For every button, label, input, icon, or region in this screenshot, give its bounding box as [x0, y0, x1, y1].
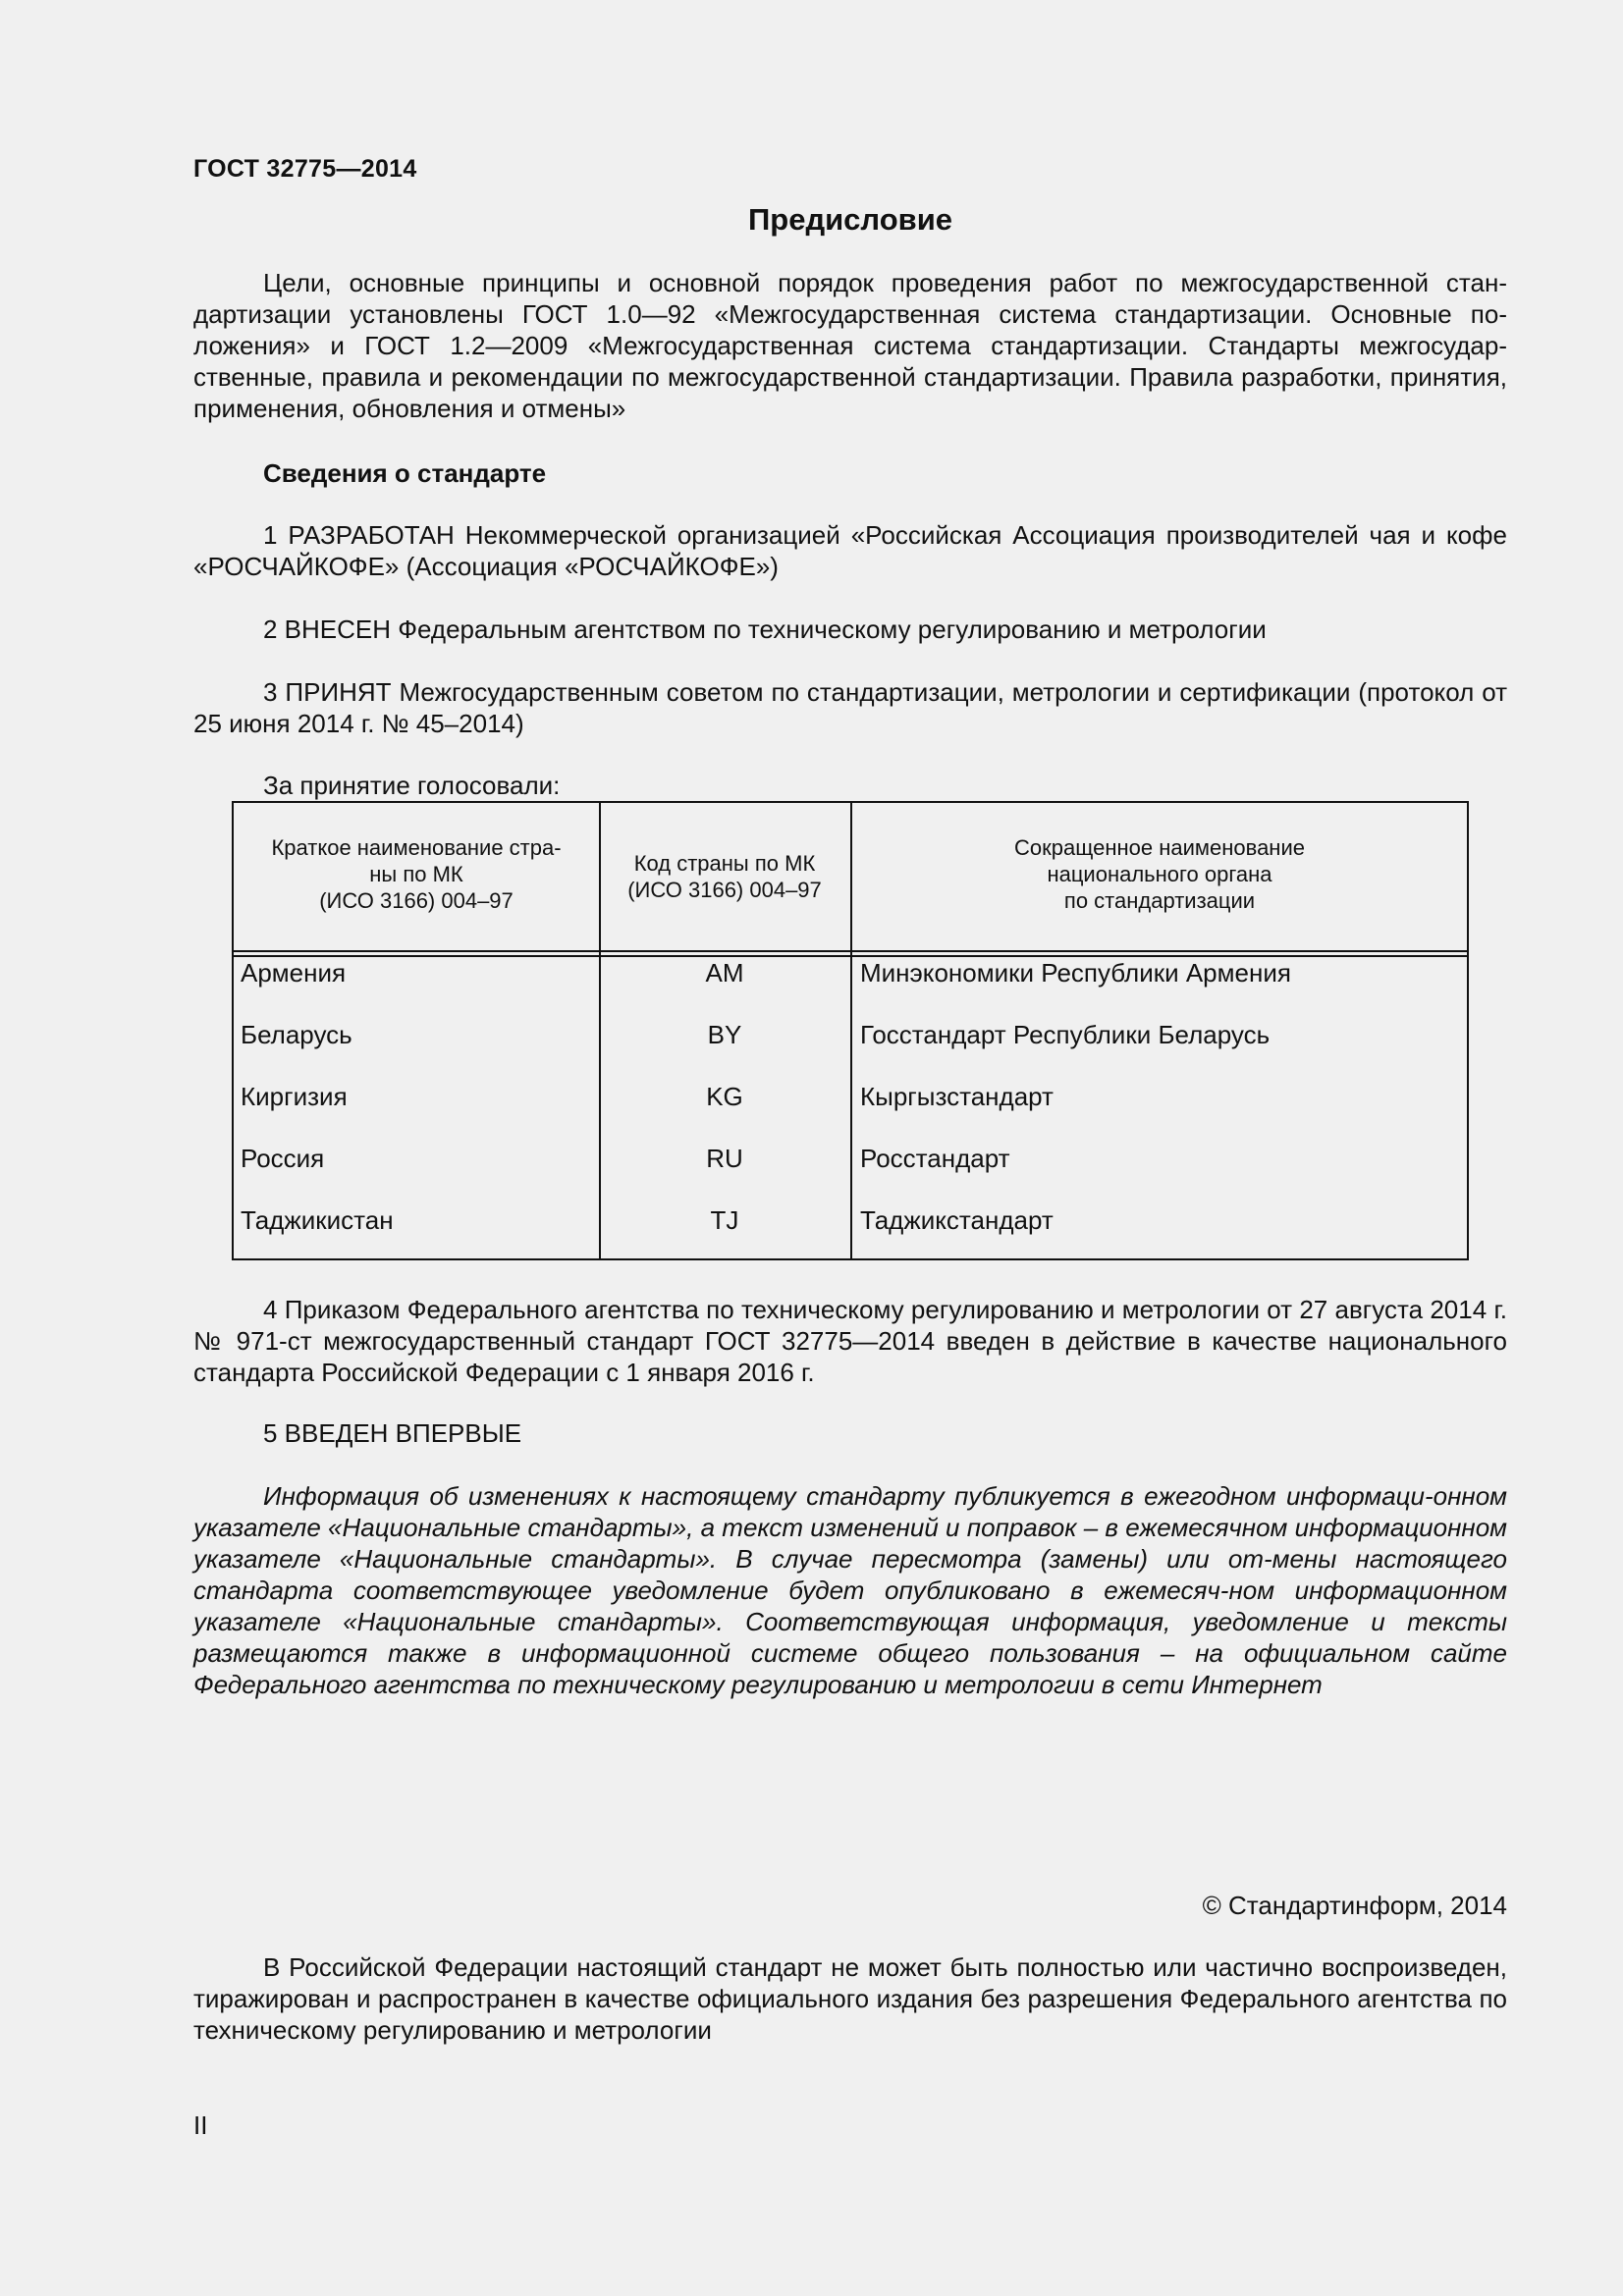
country-cell: Беларусь — [241, 1020, 352, 1049]
voting-table — [232, 801, 1469, 1260]
vote-label: За принятие голосовали: — [263, 771, 561, 800]
item-1-paragraph: 1 РАЗРАБОТАН Некоммерческой организацией «Российская Ассоциация производителей чая и кофе «РОСЧАЙКОФЕ» (Ассоциация «РОСЧАЙКОФЕ») — [193, 520, 1507, 581]
body-cell: Кыргызстандарт — [860, 1082, 1054, 1111]
code-cell: RU — [706, 1144, 743, 1173]
item-2-paragraph: 2 ВНЕСЕН Федеральным агентством по техническому регулированию и метрологии — [263, 614, 1267, 644]
item-3-paragraph: 3 ПРИНЯТ Межгосударственным советом по стандартизации, метрологии и сертификации (протокол от 25 июня 2014 г. № 45–2014) — [193, 677, 1507, 738]
body-cell: Таджикстандарт — [860, 1205, 1054, 1235]
copyright-line: © Стандартинформ, 2014 — [1202, 1891, 1507, 1920]
table-header-country — [234, 834, 599, 914]
code-cell: AM — [705, 958, 744, 988]
code-cell: BY — [707, 1020, 742, 1049]
page-number: II — [193, 2110, 208, 2140]
country-cell: Россия — [241, 1144, 325, 1173]
country-cell: Армения — [241, 958, 347, 988]
country-cell: Киргизия — [241, 1082, 348, 1111]
info-heading: Сведения о стандарте — [263, 458, 547, 488]
notice-paragraph: Информация об изменениях к настоящему стандарту публикуется в ежегодном информаци-онном указателе «Национальные стандарты», а текст изменений и поправок – в ежемесячном информационном указателе «Национальные стандарты». В случае пересмотра (замены) или от-мены настоящего стандарта соответствующее уведомление будет опубликовано в ежемесяч-ном информационном указателе «Национальные стандарты». Соответствующая информация, уведомление и тексты размещаются также в информационной системе общего пользования – на официальном сайте Федерального агентства по техническому регулированию и метрологии в сети Интернет — [193, 1481, 1507, 1699]
section-title: Предисловие — [747, 202, 952, 237]
body-cell: Госстандарт Республики Беларусь — [860, 1020, 1271, 1049]
rights-paragraph: В Российской Федерации настоящий стандарт не может быть полностью или частично воспроизведен, тиражирован и распространен в качестве официального издания без разрешения Федерального агентства по техническому регулированию и метрологии — [193, 1952, 1507, 2045]
table-header-body — [850, 834, 1469, 914]
body-cell: Минэкономики Республики Армения — [860, 958, 1291, 988]
document-code: ГОСТ 32775—2014 — [193, 155, 417, 183]
header-text: Код страны по МК (ИСО 3166) 004–97 — [627, 851, 822, 902]
code-cell: KG — [706, 1082, 743, 1111]
intro-paragraph: Цели, основные принципы и основной порядок проведения работ по межгосударственной стан-дартизации установлены ГОСТ 1.0—92 «Межгосударственная система стандартизации. Основные по-ложения» и ГОСТ 1.2—2009 «Межгосударственная система стандартизации. Стандарты межгосудар-ственные, правила и рекомендации по межгосударственной стандартизации. Правила разработки, принятия, применения, обновления и отмены» — [193, 268, 1507, 423]
header-text: Сокращенное наименование национального органа по стандартизации — [1014, 835, 1305, 913]
document-page — [193, 0, 1507, 2296]
body-cell: Росстандарт — [860, 1144, 1010, 1173]
table-header-code — [599, 850, 850, 903]
country-cell: Таджикистан — [241, 1205, 394, 1235]
code-cell: TJ — [710, 1205, 739, 1235]
header-divider — [234, 950, 1467, 957]
item-5-paragraph: 5 ВВЕДЕН ВПЕРВЫЕ — [263, 1418, 522, 1448]
header-text: Краткое наименование стра- ны по МК (ИСО 3166) 004–97 — [271, 835, 562, 913]
item-4-paragraph: 4 Приказом Федерального агентства по техническому регулированию и метрологии от 27 августа 2014 г. № 971-ст межгосударственный стандарт ГОСТ 32775—2014 введен в действие в качестве национального стандарта Российской Федерации с 1 января 2016 г. — [193, 1295, 1507, 1387]
